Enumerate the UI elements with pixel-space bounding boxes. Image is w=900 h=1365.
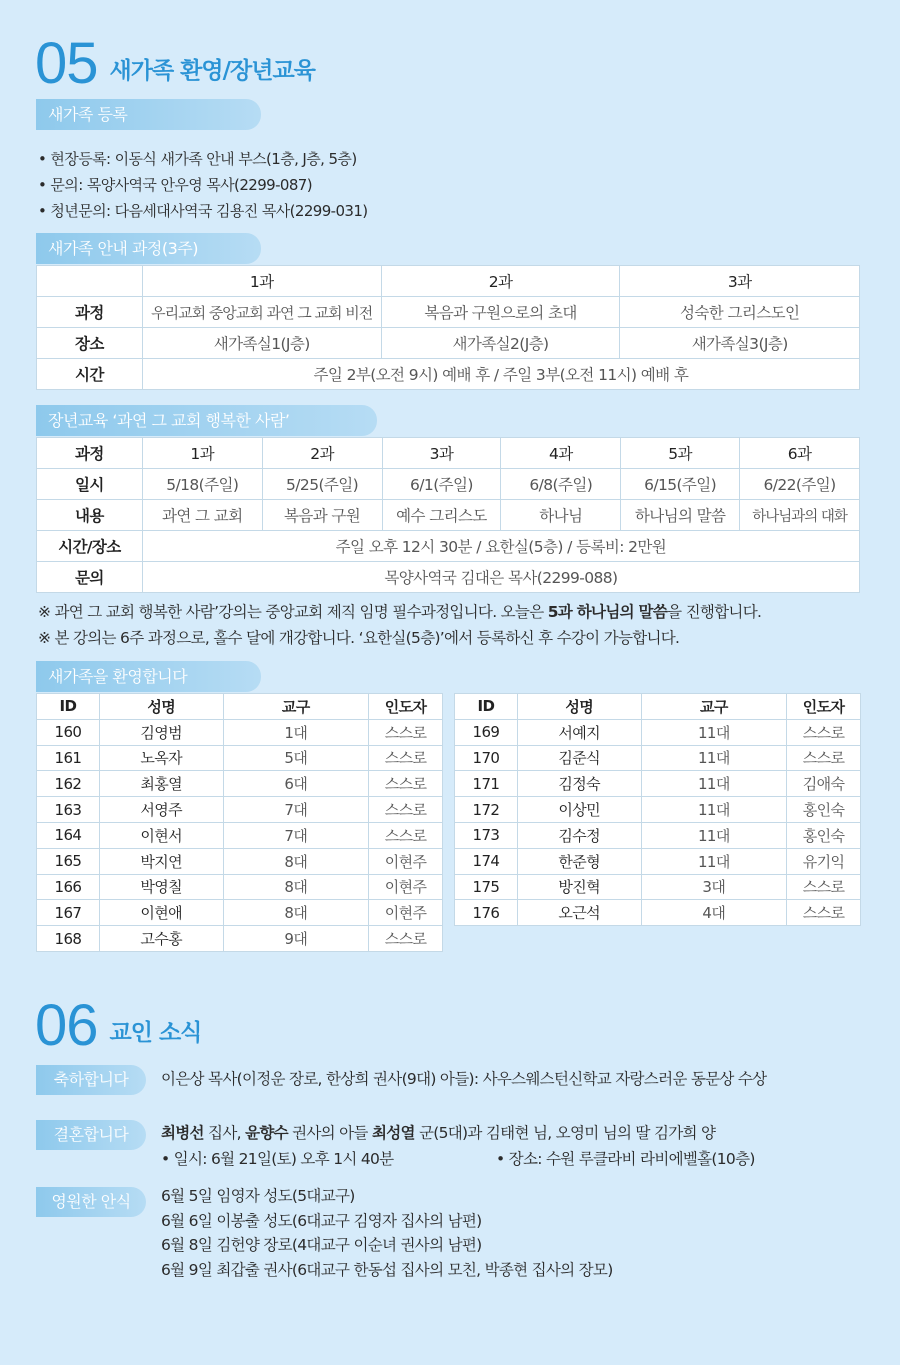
table-row bbox=[455, 822, 861, 848]
list-item: • 문의: 목양사역국 안우영 목사(2299-087) bbox=[38, 176, 312, 194]
member-name: 방진혁 bbox=[517, 874, 641, 900]
member-id: 161 bbox=[37, 745, 100, 771]
member-name: 김수정 bbox=[517, 822, 641, 848]
table-row bbox=[455, 771, 861, 797]
member-id: 176 bbox=[455, 900, 518, 926]
table-row bbox=[37, 745, 443, 771]
table-cell: 주일 오후 12시 30분 / 요한실(5층) / 등록비: 2만원 bbox=[142, 531, 859, 562]
education-table bbox=[36, 437, 860, 593]
member-id: 164 bbox=[37, 822, 100, 848]
note-line: ※ 과연 그 교회 행복한 사람’강의는 중앙교회 제직 임명 필수과정입니다. 오늘은 5과 하나님의 말씀을 진행합니다. bbox=[38, 603, 762, 621]
member-id: 172 bbox=[455, 797, 518, 823]
member-name: 김영범 bbox=[99, 719, 223, 745]
member-guide: 김애숙 bbox=[787, 771, 861, 797]
section-number: 06 bbox=[35, 993, 98, 1058]
row-header: 과정 bbox=[37, 297, 143, 328]
table-row bbox=[455, 797, 861, 823]
member-name: 이상민 bbox=[517, 797, 641, 823]
table-cell: 과연 그 교회 bbox=[142, 500, 262, 531]
row-header: 시간/장소 bbox=[37, 531, 143, 562]
member-id: 174 bbox=[455, 848, 518, 874]
table-cell: 복음과 구원으로의 초대 bbox=[381, 297, 620, 328]
col-header: 4과 bbox=[501, 438, 621, 469]
table-row bbox=[37, 500, 860, 531]
col-header: 2과 bbox=[381, 266, 620, 297]
member-guide: 스스로 bbox=[369, 719, 443, 745]
table-row bbox=[37, 359, 860, 390]
member-guide: 스스로 bbox=[369, 771, 443, 797]
col-header: 1과 bbox=[142, 438, 262, 469]
list-item: • 청년문의: 다음세대사역국 김용진 목사(2299-031) bbox=[38, 202, 368, 220]
member-id: 175 bbox=[455, 874, 518, 900]
row-header: 시간 bbox=[37, 359, 143, 390]
table-cell: 하나님 bbox=[501, 500, 621, 531]
row-header: 문의 bbox=[37, 562, 143, 593]
list-item: 6월 8일 김헌양 장로(4대교구 이순녀 권사의 남편) bbox=[161, 1236, 482, 1254]
col-header: 교구 bbox=[641, 694, 787, 720]
member-name: 고수홍 bbox=[99, 926, 223, 952]
wedding-row bbox=[36, 1120, 755, 1172]
table-cell: 새가족실2(J층) bbox=[381, 328, 620, 359]
guide-course-label: 새가족 안내 과정(3주) bbox=[36, 233, 261, 264]
table-row bbox=[37, 848, 443, 874]
member-name: 김정숙 bbox=[517, 771, 641, 797]
education-label: 장년교육 ‘과연 그 교회 행복한 사람’ bbox=[36, 405, 377, 436]
member-guide: 이현주 bbox=[369, 874, 443, 900]
rest-label: 영원한 안식 bbox=[36, 1187, 146, 1217]
member-parish: 8대 bbox=[223, 874, 369, 900]
member-guide: 스스로 bbox=[369, 926, 443, 952]
member-guide: 홍인숙 bbox=[787, 797, 861, 823]
wedding-date: • 일시: 6월 21일(토) 오후 1시 40분 bbox=[161, 1150, 394, 1168]
member-parish: 11대 bbox=[641, 719, 787, 745]
table-cell: 6/1(주일) bbox=[382, 469, 501, 500]
row-header: 일시 bbox=[37, 469, 143, 500]
col-header: 3과 bbox=[620, 266, 860, 297]
wedding-line: 최병선 집사, 윤향수 권사의 아들 최성열 군(5대)과 김태현 님, 오영미 님의 딸 김가희 양 bbox=[161, 1124, 716, 1142]
list-item: • 현장등록: 이동식 새가족 안내 부스(1층, J층, 5층) bbox=[38, 150, 357, 168]
member-parish: 5대 bbox=[223, 745, 369, 771]
new-members-table-left bbox=[36, 693, 443, 952]
table-row bbox=[37, 900, 443, 926]
table-row bbox=[455, 694, 861, 720]
member-name: 노옥자 bbox=[99, 745, 223, 771]
table-row bbox=[37, 926, 443, 952]
member-parish: 11대 bbox=[641, 745, 787, 771]
table-row bbox=[37, 822, 443, 848]
col-header: 인도자 bbox=[369, 694, 443, 720]
member-guide: 홍인숙 bbox=[787, 822, 861, 848]
congrats-text: 이은상 목사(이정운 장로, 한상희 권사(9대) 아들): 사우스웨스턴신학교 자랑스러운 동문상 수상 bbox=[161, 1070, 767, 1088]
member-guide: 이현주 bbox=[369, 848, 443, 874]
section-number: 05 bbox=[35, 31, 98, 96]
member-guide: 스스로 bbox=[787, 874, 861, 900]
list-item: 6월 5일 임영자 성도(5대교구) bbox=[161, 1187, 355, 1205]
member-parish: 3대 bbox=[641, 874, 787, 900]
table-cell: 성숙한 그리스도인 bbox=[620, 297, 860, 328]
member-guide: 스스로 bbox=[369, 745, 443, 771]
member-guide: 스스로 bbox=[369, 822, 443, 848]
member-guide: 스스로 bbox=[787, 719, 861, 745]
welcome-label: 새가족을 환영합니다 bbox=[36, 661, 261, 692]
col-header: 2과 bbox=[262, 438, 382, 469]
member-id: 160 bbox=[37, 719, 100, 745]
table-cell: 6/15(주일) bbox=[621, 469, 740, 500]
member-id: 163 bbox=[37, 797, 100, 823]
section-05-header bbox=[35, 31, 315, 96]
member-parish: 6대 bbox=[223, 771, 369, 797]
wedding-place: • 장소: 수원 루클라비 라비에벨홀(10층) bbox=[496, 1150, 755, 1168]
col-header: 1과 bbox=[142, 266, 381, 297]
table-row bbox=[37, 874, 443, 900]
table-cell: 하나님의 말씀 bbox=[621, 500, 740, 531]
table-row bbox=[37, 469, 860, 500]
wedding-label: 결혼합니다 bbox=[36, 1120, 146, 1150]
member-id: 162 bbox=[37, 771, 100, 797]
table-cell: 6/8(주일) bbox=[501, 469, 621, 500]
member-name: 최홍열 bbox=[99, 771, 223, 797]
table-row bbox=[37, 771, 443, 797]
col-header: ID bbox=[37, 694, 100, 720]
table-cell: 5/25(주일) bbox=[262, 469, 382, 500]
guide-course-table bbox=[36, 265, 860, 390]
table-row bbox=[455, 848, 861, 874]
member-name: 이현애 bbox=[99, 900, 223, 926]
member-guide: 이현주 bbox=[369, 900, 443, 926]
table-row bbox=[455, 900, 861, 926]
education-notes bbox=[38, 599, 761, 651]
member-parish: 1대 bbox=[223, 719, 369, 745]
table-cell: 6/22(주일) bbox=[740, 469, 860, 500]
section-title: 교인 소식 bbox=[109, 1020, 202, 1046]
member-name: 김준식 bbox=[517, 745, 641, 771]
col-header: 5과 bbox=[621, 438, 740, 469]
table-cell: 복음과 구원 bbox=[262, 500, 382, 531]
new-members-table-right bbox=[454, 693, 861, 926]
table-row bbox=[37, 438, 860, 469]
row-header: 내용 bbox=[37, 500, 143, 531]
row-header: 과정 bbox=[37, 438, 143, 469]
table-row bbox=[455, 745, 861, 771]
col-header: 성명 bbox=[99, 694, 223, 720]
table-row bbox=[37, 328, 860, 359]
member-name: 오근석 bbox=[517, 900, 641, 926]
registration-label: 새가족 등록 bbox=[36, 99, 261, 130]
member-name: 서예지 bbox=[517, 719, 641, 745]
member-id: 165 bbox=[37, 848, 100, 874]
member-name: 서영주 bbox=[99, 797, 223, 823]
member-name: 박영칠 bbox=[99, 874, 223, 900]
member-id: 170 bbox=[455, 745, 518, 771]
col-header: 교구 bbox=[223, 694, 369, 720]
row-header: 장소 bbox=[37, 328, 143, 359]
table-cell: 주일 2부(오전 9시) 예배 후 / 주일 3부(오전 11시) 예배 후 bbox=[142, 359, 859, 390]
member-parish: 4대 bbox=[641, 900, 787, 926]
table-cell: 새가족실3(J층) bbox=[620, 328, 860, 359]
congrats-label: 축하합니다 bbox=[36, 1065, 146, 1095]
col-header: 6과 bbox=[740, 438, 860, 469]
table-cell: 목양사역국 김대은 목사(2299-088) bbox=[142, 562, 859, 593]
col-header: ID bbox=[455, 694, 518, 720]
table-cell: 우리교회 중앙교회 과연 그 교회 비전 bbox=[142, 297, 381, 328]
col-header: 인도자 bbox=[787, 694, 861, 720]
member-id: 171 bbox=[455, 771, 518, 797]
member-guide: 유기익 bbox=[787, 848, 861, 874]
member-parish: 9대 bbox=[223, 926, 369, 952]
section-06-header bbox=[35, 993, 202, 1058]
member-parish: 8대 bbox=[223, 900, 369, 926]
member-guide: 스스로 bbox=[787, 745, 861, 771]
member-id: 168 bbox=[37, 926, 100, 952]
member-parish: 7대 bbox=[223, 797, 369, 823]
table-row bbox=[455, 874, 861, 900]
member-id: 173 bbox=[455, 822, 518, 848]
table-row bbox=[37, 562, 860, 593]
table-row bbox=[37, 531, 860, 562]
rest-row bbox=[36, 1187, 613, 1282]
table-row bbox=[37, 266, 860, 297]
note-line: ※ 본 강의는 6주 과정으로, 홀수 달에 개강합니다. ‘요한실(5층)’에서 등록하신 후 수강이 가능합니다. bbox=[38, 629, 680, 647]
wedding-text bbox=[161, 1120, 755, 1172]
table-row bbox=[37, 797, 443, 823]
list-item: 6월 9일 최갑출 권사(6대교구 한동섭 집사의 모친, 박종현 집사의 장모) bbox=[161, 1260, 613, 1279]
table-cell: 하나님과의 대화 bbox=[740, 500, 860, 531]
congrats-row bbox=[36, 1065, 766, 1095]
table-cell: 5/18(주일) bbox=[142, 469, 262, 500]
member-name: 한준형 bbox=[517, 848, 641, 874]
member-parish: 11대 bbox=[641, 771, 787, 797]
member-guide: 스스로 bbox=[787, 900, 861, 926]
wedding-details bbox=[161, 1146, 755, 1172]
member-name: 이현서 bbox=[99, 822, 223, 848]
rest-list bbox=[161, 1184, 613, 1282]
table-cell: 예수 그리스도 bbox=[382, 500, 501, 531]
table-row bbox=[37, 694, 443, 720]
section-title: 새가족 환영/장년교육 bbox=[109, 58, 315, 84]
member-id: 169 bbox=[455, 719, 518, 745]
col-header: 성명 bbox=[517, 694, 641, 720]
table-row bbox=[37, 719, 443, 745]
table-cell: 새가족실1(J층) bbox=[142, 328, 381, 359]
col-header: 3과 bbox=[382, 438, 501, 469]
list-item: 6월 6일 이봉출 성도(6대교구 김영자 집사의 남편) bbox=[161, 1211, 482, 1230]
table-row bbox=[455, 719, 861, 745]
member-parish: 8대 bbox=[223, 848, 369, 874]
member-id: 166 bbox=[37, 874, 100, 900]
member-parish: 11대 bbox=[641, 822, 787, 848]
registration-list bbox=[38, 146, 368, 224]
member-id: 167 bbox=[37, 900, 100, 926]
table-row bbox=[37, 297, 860, 328]
member-parish: 11대 bbox=[641, 797, 787, 823]
member-parish: 11대 bbox=[641, 848, 787, 874]
member-guide: 스스로 bbox=[369, 797, 443, 823]
member-parish: 7대 bbox=[223, 822, 369, 848]
member-name: 박지연 bbox=[99, 848, 223, 874]
